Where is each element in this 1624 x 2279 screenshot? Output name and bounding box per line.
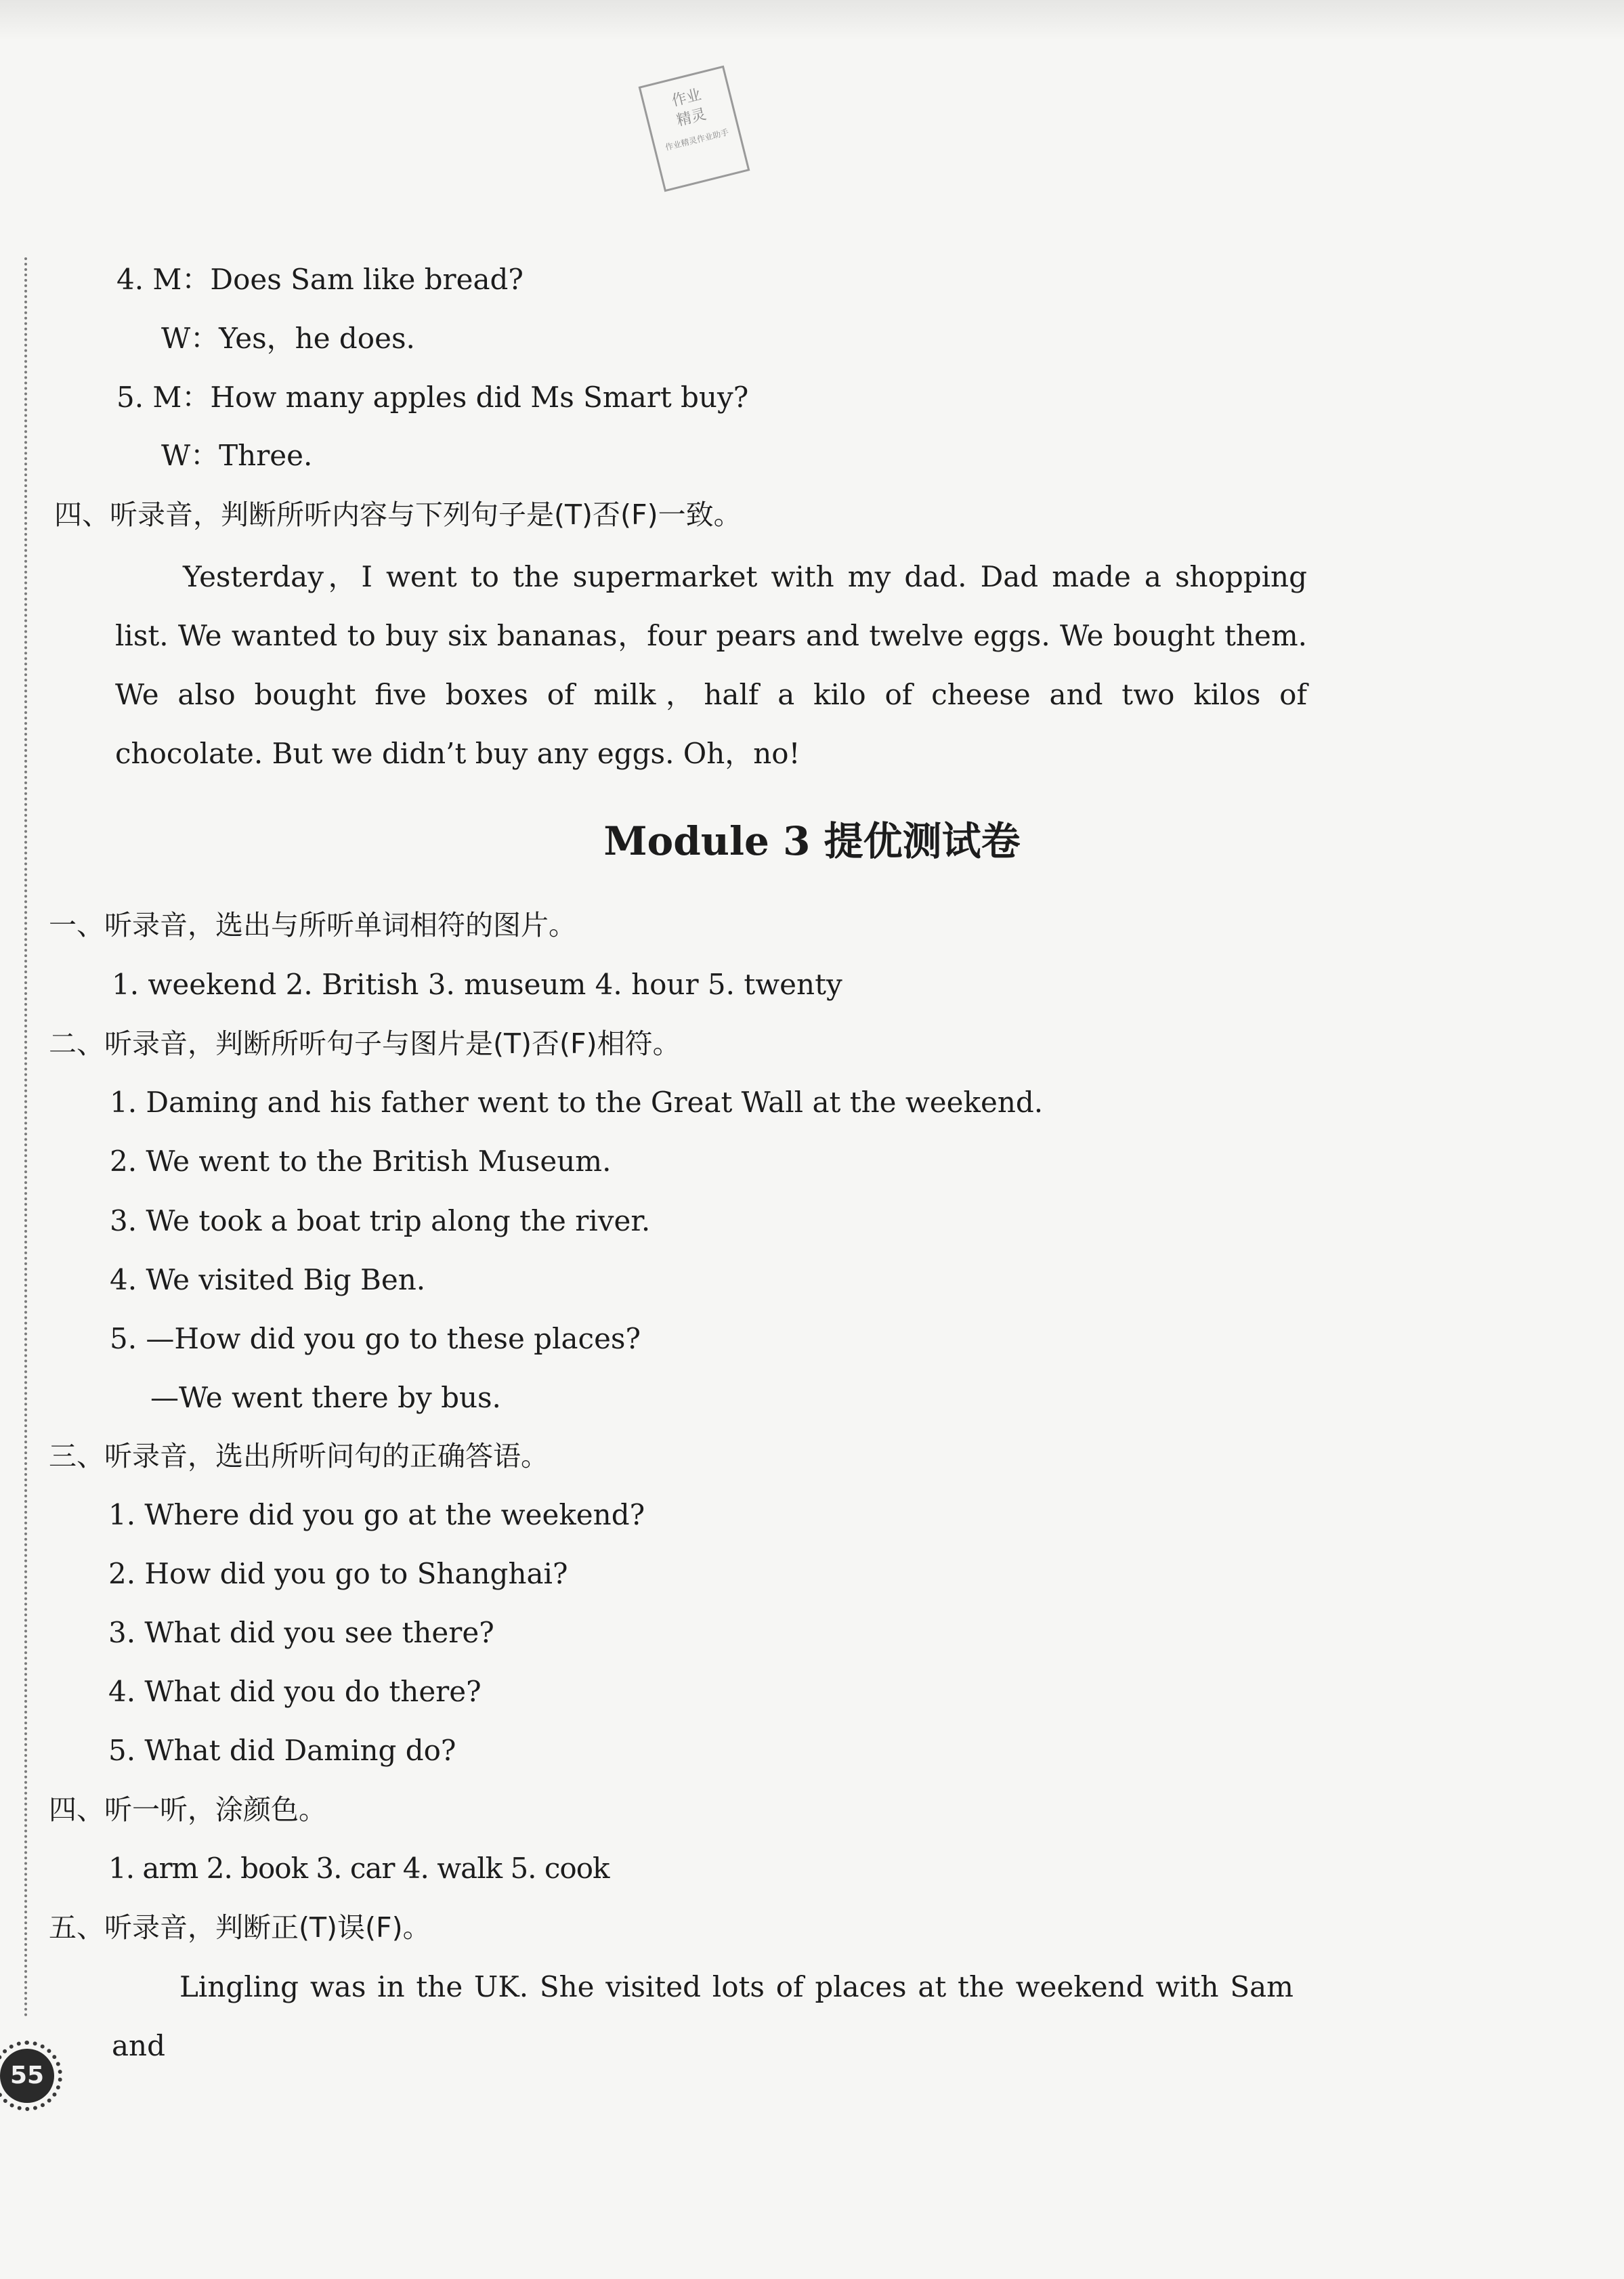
section4-heading: 四、听录音，判断所听内容与下列句子是(T)否(F)一致。: [54, 498, 742, 531]
dialogue-q4-woman: W：Yes，he does.: [161, 322, 415, 355]
s2-item: 4. We visited Big Ben.: [110, 1263, 426, 1296]
section4-passage: Yesterday，I went to the supermarket with my dad. Dad made a shopping list. We wanted to buy six bananas，four pears and twelve eggs. We bought them. We also bought five boxes of milk，half a kilo of cheese and two kilos of chocolate. But we didn’t buy any eggs. Oh，no!: [115, 560, 1307, 770]
s2-item: 5. —How did you go to these places?: [110, 1322, 641, 1355]
s3-item: 5. What did Daming do?: [108, 1734, 456, 1767]
s1-word-list: 1. weekend 2. British 3. museum 4. hour 5. twenty: [112, 968, 842, 1001]
s1-heading: 一、听录音，选出与所听单词相符的图片。: [49, 909, 576, 941]
s3-item: 4. What did you do there?: [108, 1675, 482, 1708]
s2-item: 1. Daming and his father went to the Great Wall at the weekend.: [110, 1086, 1044, 1119]
s3-item: 2. How did you go to Shanghai?: [108, 1557, 568, 1590]
watermark-stamp: 作业 精灵 作业精灵作业助手: [639, 66, 750, 192]
dialogue-q5-man: 5. M：How many apples did Ms Smart buy?: [116, 381, 749, 414]
s2-item: 3. We took a boat trip along the river.: [110, 1204, 651, 1237]
s2-item: 2. We went to the British Museum.: [110, 1145, 612, 1178]
s4-heading: 四、听一听，涂颜色。: [49, 1793, 326, 1826]
s2-heading: 二、听录音，判断所听句子与图片是(T)否(F)相符。: [49, 1027, 681, 1060]
s3-heading: 三、听录音，选出所听问句的正确答语。: [49, 1440, 549, 1472]
dialogue-q5-woman: W：Three.: [161, 439, 313, 472]
module-title: Module 3 提优测试卷: [603, 818, 1021, 864]
s5-heading: 五、听录音，判断正(T)误(F)。: [49, 1911, 431, 1944]
s3-item: 1. Where did you go at the weekend?: [108, 1498, 645, 1531]
page-top-shade: [0, 0, 1624, 41]
binding-margin-line: [24, 257, 27, 2018]
dialogue-q4-man: 4. M：Does Sam like bread?: [116, 263, 523, 296]
s4-word-list: 1. arm 2. book 3. car 4. walk 5. cook: [108, 1852, 610, 1885]
s2-item: —We went there by bus.: [150, 1381, 501, 1414]
s3-item: 3. What did you see there?: [108, 1616, 494, 1649]
s5-passage: Lingling was in the UK. She visited lots of places at the weekend with Sam and: [112, 1970, 1294, 2062]
page-number: 55: [0, 2049, 54, 2103]
